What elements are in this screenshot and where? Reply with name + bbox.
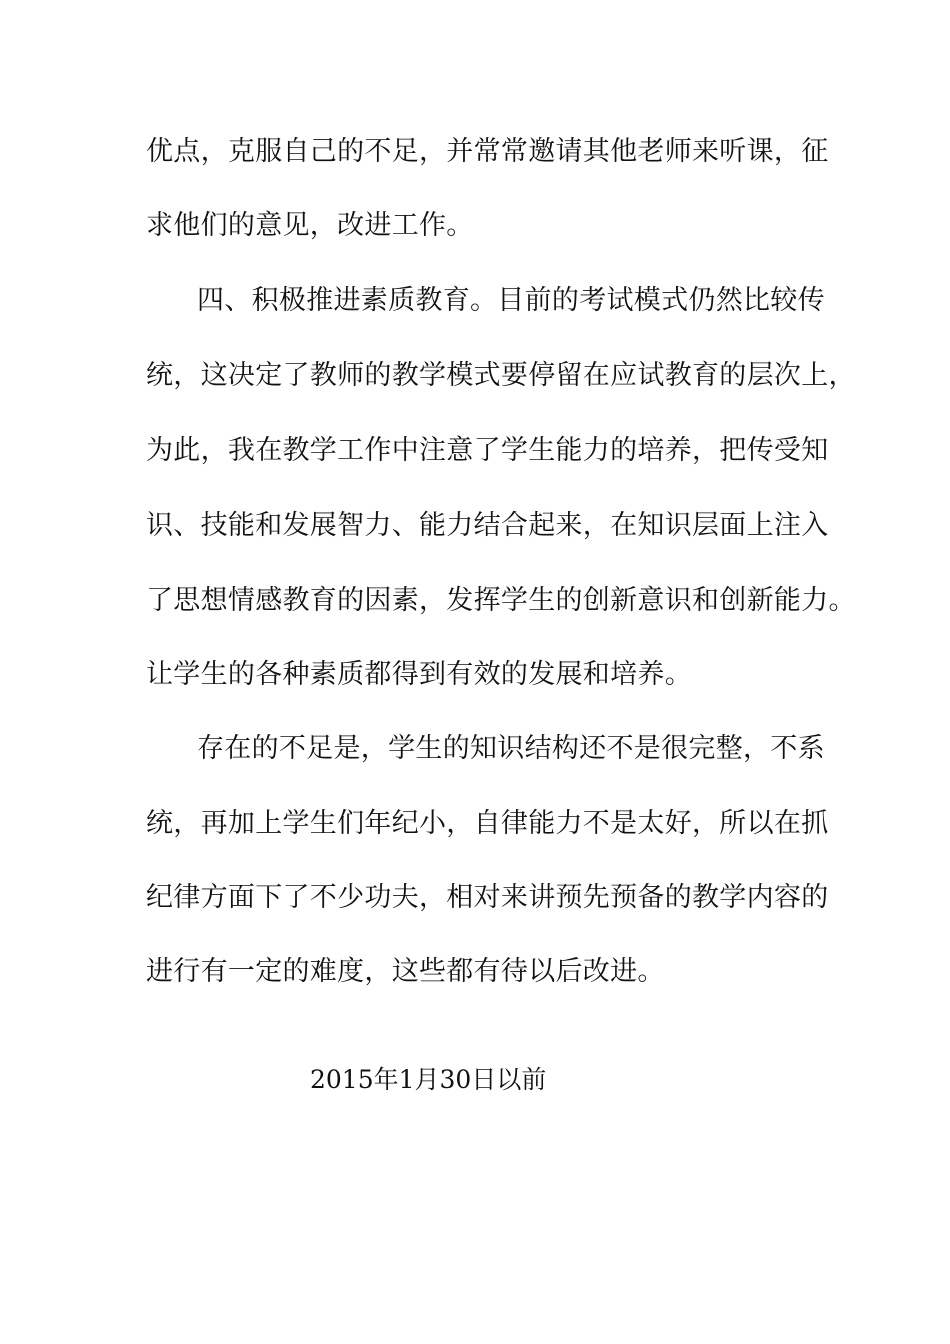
text-line: 优点，克服自己的不足，并常常邀请其他老师来听课，征 [146, 136, 829, 167]
text-line: 统，这决定了教师的教学模式要停留在应试教育的层次上， [146, 360, 856, 391]
text-line: 了思想情感教育的因素，发挥学生的创新意识和创新能力。 [146, 585, 856, 616]
text-line: 统，再加上学生们年纪小，自律能力不是太好，所以在抓 [146, 808, 829, 839]
text-line: 识、技能和发展智力、能力结合起来，在知识层面上注入 [146, 510, 829, 541]
text-line: 求他们的意见，改进工作。 [146, 210, 474, 241]
text-line: 为此，我在教学工作中注意了学生能力的培养，把传受知 [146, 435, 829, 466]
paragraph-start-line: 存在的不足是，学生的知识结构还不是很完整，不系 [197, 733, 825, 764]
text-line: 进行有一定的难度，这些都有待以后改进。 [146, 956, 665, 987]
document-date: 2015年1月30日以前 [310, 1065, 547, 1094]
text-line: 纪律方面下了不少功夫，相对来讲预先预备的教学内容的 [146, 882, 829, 913]
paragraph-start-line: 四、积极推进素质教育。目前的考试模式仍然比较传 [197, 285, 825, 316]
text-line: 让学生的各种素质都得到有效的发展和培养。 [146, 659, 692, 690]
